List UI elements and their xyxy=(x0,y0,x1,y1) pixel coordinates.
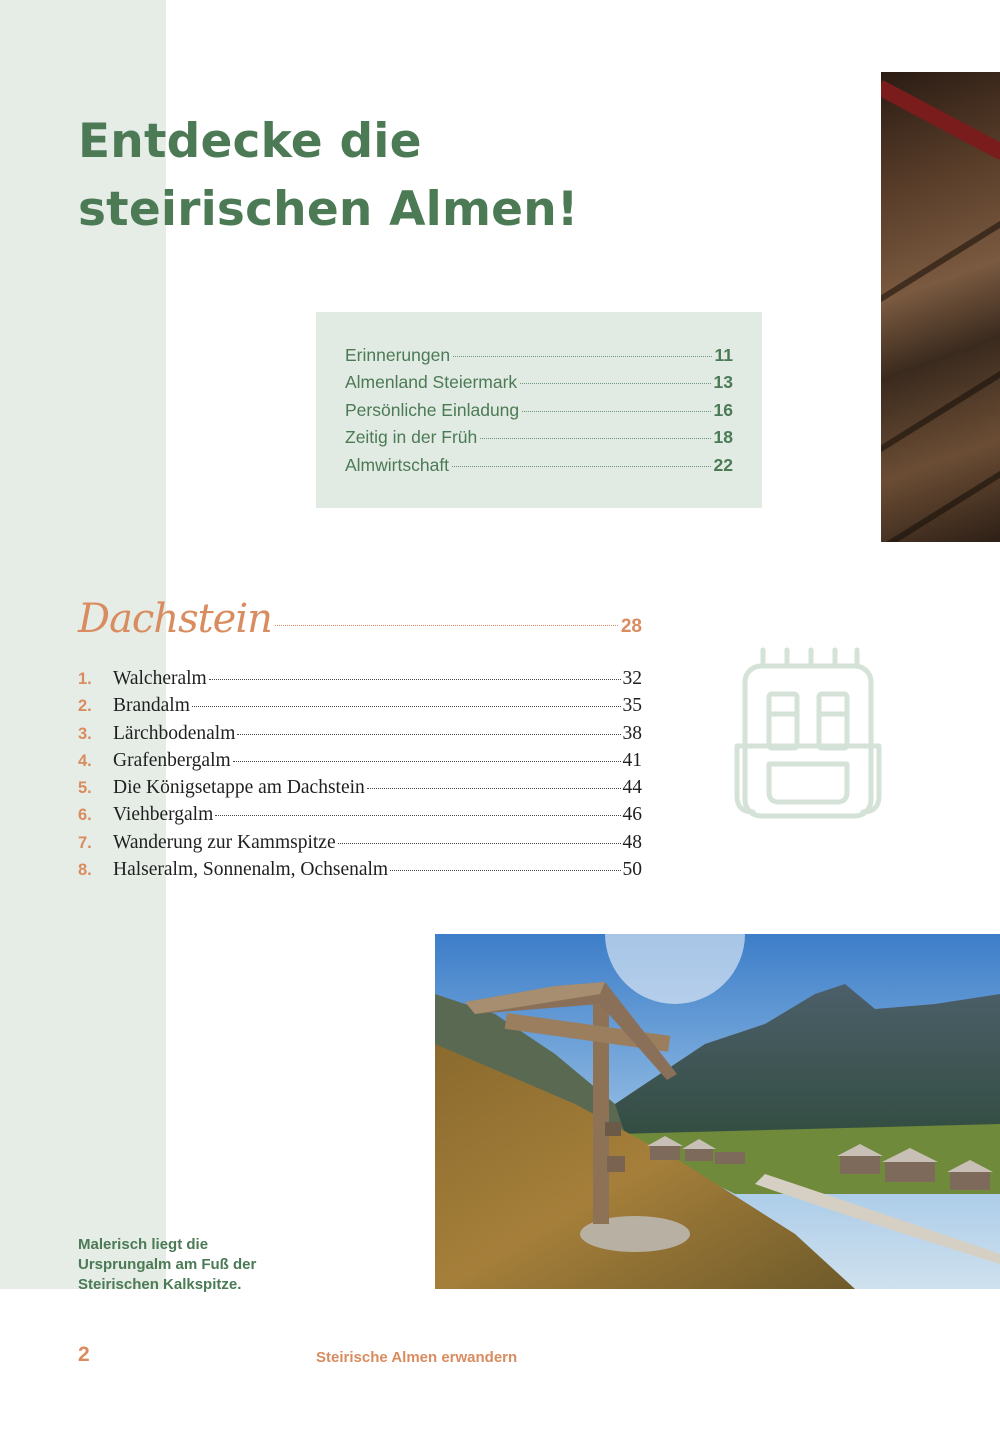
alpine-meadow-photo xyxy=(435,934,1000,1289)
route-entry[interactable] xyxy=(78,723,642,750)
route-list xyxy=(78,668,642,886)
toc-entry[interactable] xyxy=(345,342,733,369)
route-entry[interactable] xyxy=(78,750,642,777)
route-number: 1. xyxy=(78,670,92,688)
route-name: Viehbergalm xyxy=(113,804,214,826)
route-number: 6. xyxy=(78,806,92,825)
wood-table-photo xyxy=(881,72,1000,542)
toc-label: Erinnerungen xyxy=(345,345,451,365)
route-entry[interactable] xyxy=(78,832,642,859)
route-entry[interactable] xyxy=(78,668,642,695)
route-number: 4. xyxy=(78,751,92,770)
backpack-icon xyxy=(733,646,883,820)
page-number: 2 xyxy=(78,1343,90,1366)
book-title-footer: Steirische Almen erwandern xyxy=(316,1349,518,1366)
route-entry[interactable] xyxy=(78,695,642,722)
toc-page: 22 xyxy=(713,454,733,475)
route-number: 5. xyxy=(78,779,92,798)
route-number: 8. xyxy=(78,861,92,880)
toc-label: Persönliche Einladung xyxy=(345,399,520,420)
toc-entry[interactable] xyxy=(345,452,733,479)
toc-page: 18 xyxy=(713,427,733,448)
route-page: 46 xyxy=(622,804,642,826)
toc-entry[interactable] xyxy=(345,397,733,424)
route-name: Halseralm, Sonnenalm, Ochsenalm xyxy=(113,859,389,881)
intro-contents-list xyxy=(345,342,733,479)
route-name: Wanderung zur Kammspitze xyxy=(113,831,336,853)
route-entry[interactable] xyxy=(78,859,642,886)
intro-contents-box xyxy=(316,312,762,508)
route-page: 32 xyxy=(622,668,642,689)
route-name: Grafenbergalm xyxy=(113,749,231,771)
toc-entry[interactable] xyxy=(345,369,733,396)
route-name: Die Königsetappe am Dachstein xyxy=(113,777,365,799)
toc-label: Zeitig in der Früh xyxy=(345,427,478,448)
title-line-1: Entdecke die xyxy=(78,114,422,169)
section-heading-dachstein[interactable] xyxy=(78,596,642,642)
route-page: 44 xyxy=(622,777,642,799)
route-entry[interactable] xyxy=(78,804,642,831)
toc-label: Almenland Steiermark xyxy=(345,372,518,393)
route-number: 7. xyxy=(78,833,92,852)
route-name: Lärchbodenalm xyxy=(113,722,236,744)
toc-page: 13 xyxy=(713,372,733,393)
section-title: Dachstein xyxy=(78,596,272,642)
route-number: 2. xyxy=(78,697,92,716)
route-page: 41 xyxy=(622,749,642,771)
route-number: 3. xyxy=(78,724,92,743)
route-name: Walcheralm xyxy=(113,668,207,689)
toc-page: 11 xyxy=(714,345,733,365)
route-name: Brandalm xyxy=(113,695,190,717)
photo-caption: Malerisch liegt die Ursprungalm am Fuß der Steirischen Kalkspitze. xyxy=(78,1236,257,1293)
route-entry[interactable] xyxy=(78,777,642,804)
toc-label: Almwirtschaft xyxy=(345,454,450,475)
title-line-2: steirischen Almen! xyxy=(78,182,579,237)
route-page: 50 xyxy=(622,859,642,881)
route-page: 48 xyxy=(622,831,642,853)
toc-entry[interactable] xyxy=(345,424,733,451)
route-page: 38 xyxy=(622,722,642,744)
page-title xyxy=(78,108,579,244)
toc-page: 16 xyxy=(713,399,733,420)
route-page: 35 xyxy=(622,695,642,717)
section-page: 28 xyxy=(620,616,642,637)
